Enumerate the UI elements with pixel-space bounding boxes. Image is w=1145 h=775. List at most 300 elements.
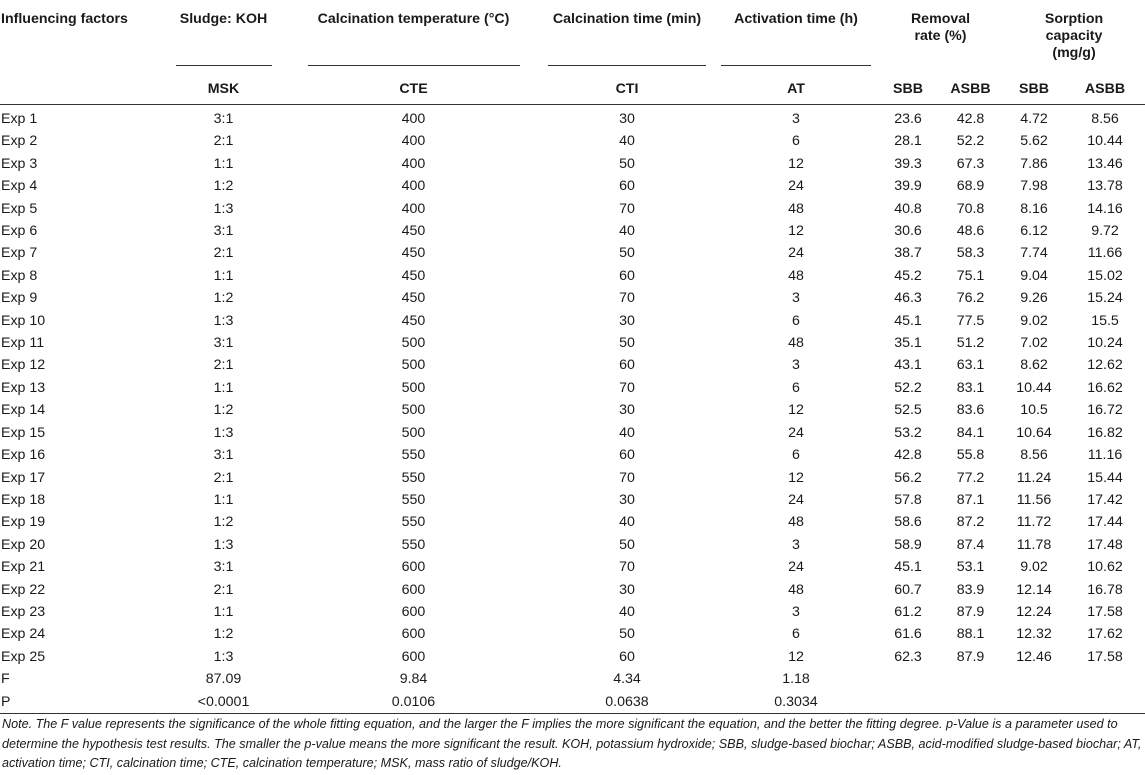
table-cell: 6	[792, 626, 800, 643]
table-row	[0, 444, 1145, 466]
table-cell: Exp 20	[1, 536, 46, 553]
table-row	[0, 601, 1145, 623]
table-cell: 88.1	[956, 626, 985, 643]
stats-cell	[938, 668, 1003, 690]
table-row	[0, 220, 1145, 242]
table-cell: 40	[619, 133, 635, 150]
table-row	[0, 556, 1145, 578]
stats-cell	[1065, 691, 1145, 714]
table-row	[0, 105, 1145, 131]
table-cell: 52.5	[894, 402, 922, 419]
table-cell: 12.24	[1016, 603, 1052, 620]
table-cell: 70	[619, 200, 635, 217]
table-cell: 77.2	[956, 469, 985, 486]
table-cell: 12	[788, 223, 804, 240]
table-cell: 550	[401, 469, 426, 486]
table-cell: 46.3	[894, 290, 922, 307]
header-activation-time	[714, 0, 878, 74]
header-sorption-capacity	[1003, 0, 1145, 74]
table-cell: 83.9	[956, 581, 985, 598]
table-row	[0, 130, 1145, 152]
table-cell: 2:1	[213, 469, 234, 486]
table-cell: Exp 12	[1, 357, 46, 374]
table-cell: 4.72	[1020, 111, 1048, 127]
table-cell: 11.66	[1087, 245, 1123, 262]
table-cell: Exp 1	[1, 111, 38, 127]
header-sorption-line3: (mg/g)	[1052, 45, 1096, 61]
table-row	[0, 242, 1145, 264]
table-cell: 2:1	[213, 581, 234, 598]
table-cell: Exp 14	[1, 402, 46, 419]
table-cell: 1:3	[213, 648, 234, 665]
table-cell: 24	[788, 424, 804, 441]
table-cell: 9.02	[1020, 312, 1048, 329]
table-cell: Exp 13	[1, 379, 46, 396]
table-cell: 600	[401, 581, 426, 598]
table-cell: Exp 2	[1, 133, 38, 150]
table-cell: 15.5	[1091, 312, 1119, 329]
header-at: AT	[714, 74, 878, 105]
table-row	[0, 623, 1145, 645]
header-cte: CTE	[287, 74, 540, 105]
table-cell: 10.24	[1087, 335, 1123, 352]
table-cell: 53.1	[956, 559, 985, 576]
stats-row	[0, 691, 1145, 714]
table-cell: 3:1	[213, 447, 234, 464]
table-cell: 48	[788, 581, 804, 598]
table-cell: 12.32	[1016, 626, 1052, 643]
table-cell: 1:3	[213, 200, 234, 217]
table-cell: 45.1	[894, 559, 922, 576]
table-row	[0, 399, 1145, 421]
header-row-1	[0, 0, 1145, 74]
table-cell: 2:1	[213, 133, 234, 150]
table-row	[0, 534, 1145, 556]
table-cell: 500	[401, 379, 426, 396]
stats-cell: 87.09	[205, 671, 242, 688]
table-cell: 61.6	[894, 626, 922, 643]
table-cell: 15.24	[1087, 290, 1123, 307]
table-cell: 60.7	[894, 581, 922, 598]
table-cell: 23.6	[894, 111, 922, 127]
table-cell: 50	[619, 155, 635, 172]
table-cell: 12.14	[1016, 581, 1052, 598]
table-cell: 12.46	[1016, 648, 1052, 665]
table-cell: 60	[619, 447, 635, 464]
table-cell: 12	[788, 155, 804, 172]
table-cell: 500	[401, 402, 426, 419]
table-cell: 7.98	[1020, 178, 1048, 195]
table-cell: 70	[619, 290, 635, 307]
table-cell: 600	[401, 626, 426, 643]
table-cell: 600	[401, 603, 426, 620]
table-row	[0, 198, 1145, 220]
table-cell: 75.1	[956, 267, 985, 284]
table-cell: 1:1	[213, 491, 234, 508]
table-cell: 40	[619, 424, 635, 441]
table-cell: 450	[401, 267, 426, 284]
table-cell: 30	[619, 402, 635, 419]
table-cell: 10.44	[1087, 133, 1123, 150]
table-cell: 70	[619, 559, 635, 576]
table-cell: 9.26	[1020, 290, 1048, 307]
header-removal-rate-line1: Removal	[910, 11, 971, 27]
header-removal-rate-line2: rate (%)	[914, 28, 967, 44]
header-divider	[308, 65, 520, 66]
header-divider	[721, 65, 871, 66]
table-cell: 10.62	[1087, 559, 1123, 576]
table-cell: 6	[792, 133, 800, 150]
table-cell: 500	[401, 335, 426, 352]
table-cell: 12.62	[1087, 357, 1123, 374]
table-row	[0, 265, 1145, 287]
table-cell: 1:3	[213, 424, 234, 441]
header-cti: CTI	[540, 74, 714, 105]
table-cell: 50	[619, 626, 635, 643]
table-cell: Exp 3	[1, 155, 38, 172]
table-cell: 52.2	[956, 133, 985, 150]
stats-cell	[938, 691, 1003, 714]
table-cell: 400	[401, 133, 426, 150]
table-cell: Exp 25	[1, 648, 46, 665]
table-cell: 13.78	[1087, 178, 1123, 195]
header-removal-asbb: ASBB	[938, 74, 1003, 105]
table-cell: 30	[619, 581, 635, 598]
table-cell: 11.24	[1016, 469, 1052, 486]
table-cell: Exp 7	[1, 245, 38, 262]
table-cell: 3:1	[213, 559, 234, 576]
table-row	[0, 579, 1145, 601]
table-row	[0, 153, 1145, 175]
header-msk: MSK	[160, 74, 287, 105]
table-cell: 48.6	[956, 223, 985, 240]
table-cell: 9.04	[1020, 267, 1048, 284]
table-cell: 6	[792, 379, 800, 396]
table-cell: 77.5	[956, 312, 985, 329]
table-cell: 3:1	[213, 335, 234, 352]
table-cell: Exp 18	[1, 491, 46, 508]
table-cell: 10.44	[1016, 379, 1052, 396]
table-cell: 40	[619, 603, 635, 620]
table-cell: 40	[619, 514, 635, 531]
table-cell: 10.64	[1016, 424, 1052, 441]
table-cell: 7.02	[1020, 335, 1048, 352]
stats-cell	[1003, 668, 1065, 690]
table-cell: 11.78	[1016, 536, 1052, 553]
table-cell: 450	[401, 245, 426, 262]
table-cell: 17.48	[1087, 536, 1123, 553]
header-sorption-line2: capacity	[1045, 28, 1103, 44]
table-cell: 500	[401, 424, 426, 441]
table-cell: 1:2	[213, 402, 234, 419]
header-sorption-asbb: ASBB	[1065, 74, 1145, 105]
stats-cell: F	[1, 671, 10, 688]
table-row	[0, 467, 1145, 489]
table-cell: 35.1	[894, 335, 922, 352]
table-cell: Exp 8	[1, 267, 38, 284]
table-cell: 30	[619, 312, 635, 329]
table-cell: 58.3	[956, 245, 985, 262]
table-cell: 9.72	[1091, 223, 1119, 240]
stats-cell	[1065, 668, 1145, 690]
table-row	[0, 377, 1145, 399]
table-cell: 3	[792, 357, 800, 374]
table-cell: Exp 16	[1, 447, 46, 464]
table-cell: 55.8	[956, 447, 985, 464]
stats-cell: 4.34	[613, 671, 641, 688]
table-cell: 45.1	[894, 312, 922, 329]
header-calcination-temperature-label: Calcination temperature (°C)	[317, 11, 510, 27]
table-cell: 58.9	[894, 536, 922, 553]
table-cell: 12	[788, 402, 804, 419]
table-cell: 3:1	[213, 111, 234, 127]
header-removal-sbb: SBB	[878, 74, 938, 105]
table-cell: 8.16	[1020, 200, 1048, 217]
table-cell: 30	[619, 491, 635, 508]
table-cell: 1:1	[213, 267, 234, 284]
table-body	[0, 105, 1145, 714]
table-cell: 8.56	[1091, 111, 1119, 127]
table-cell: 52.2	[894, 379, 922, 396]
table-cell: 11.16	[1087, 447, 1123, 464]
table-row	[0, 646, 1145, 668]
table-cell: 2:1	[213, 245, 234, 262]
header-calcination-time	[540, 0, 714, 74]
table-cell: 30.6	[894, 223, 922, 240]
table-cell: 13.46	[1087, 155, 1123, 172]
header-empty-cell	[0, 74, 160, 105]
table-cell: 15.44	[1087, 469, 1123, 486]
table-cell: 16.62	[1087, 379, 1123, 396]
table-cell: Exp 4	[1, 178, 38, 195]
table-cell: 550	[401, 536, 426, 553]
table-cell: 42.8	[956, 111, 985, 127]
table-cell: 40	[619, 223, 635, 240]
table-cell: 70.8	[956, 200, 985, 217]
table-cell: 60	[619, 267, 635, 284]
table-cell: Exp 21	[1, 559, 46, 576]
table-cell: 70	[619, 469, 635, 486]
header-removal-rate	[878, 0, 1003, 74]
stats-cell	[878, 691, 938, 714]
header-sorption-sbb: SBB	[1003, 74, 1065, 105]
table-cell: 38.7	[894, 245, 922, 262]
table-cell: 8.62	[1020, 357, 1048, 374]
table-cell: 16.78	[1087, 581, 1123, 598]
table-cell: 87.9	[956, 603, 985, 620]
table-cell: 16.72	[1087, 402, 1123, 419]
stats-row	[0, 668, 1145, 690]
table-cell: Exp 24	[1, 626, 46, 643]
table-cell: 1:2	[213, 514, 234, 531]
table-cell: 56.2	[894, 469, 922, 486]
table-cell: 17.42	[1087, 491, 1123, 508]
stats-cell: 9.84	[399, 671, 428, 688]
table-cell: 400	[401, 200, 426, 217]
table-cell: 1:2	[213, 178, 234, 195]
table-cell: 12	[788, 469, 804, 486]
table-cell: 68.9	[956, 178, 985, 195]
table-cell: 60	[619, 178, 635, 195]
table-cell: 500	[401, 357, 426, 374]
table-cell: 12	[788, 648, 804, 665]
table-cell: 63.1	[956, 357, 985, 374]
stats-cell	[1003, 691, 1065, 714]
table-cell: 83.1	[956, 379, 985, 396]
table-cell: 58.6	[894, 514, 922, 531]
table-cell: 400	[401, 111, 426, 127]
table-cell: 5.62	[1020, 133, 1048, 150]
table-cell: 60	[619, 648, 635, 665]
table-cell: 16.82	[1087, 424, 1123, 441]
table-cell: 600	[401, 648, 426, 665]
header-sludge-koh-label: Sludge: KOH	[179, 11, 268, 27]
table-row	[0, 332, 1145, 354]
header-divider	[176, 65, 272, 66]
table-cell: 17.58	[1087, 603, 1123, 620]
table-cell: Exp 11	[1, 335, 45, 352]
table-cell: 76.2	[956, 290, 985, 307]
table-cell: 40.8	[894, 200, 922, 217]
table-cell: 9.02	[1020, 559, 1048, 576]
table-cell: 83.6	[956, 402, 985, 419]
stats-cell	[878, 668, 938, 690]
table-cell: 60	[619, 357, 635, 374]
table-row	[0, 175, 1145, 197]
table-cell: 400	[401, 155, 426, 172]
table-cell: 17.62	[1087, 626, 1123, 643]
table-cell: 15.02	[1087, 267, 1123, 284]
table-cell: 51.2	[956, 335, 985, 352]
table-cell: Exp 9	[1, 290, 38, 307]
table-cell: 48	[788, 267, 804, 284]
table-cell: 62.3	[894, 648, 922, 665]
table-cell: 1:2	[213, 290, 234, 307]
table-cell: 67.3	[956, 155, 985, 172]
table-row	[0, 511, 1145, 533]
table-cell: 2:1	[213, 357, 234, 374]
table-cell: 3	[792, 603, 800, 620]
table-cell: 450	[401, 312, 426, 329]
table-cell: 48	[788, 335, 804, 352]
stats-cell: <0.0001	[160, 691, 287, 714]
table-cell: 24	[788, 178, 804, 195]
table-cell: 24	[788, 559, 804, 576]
table-cell: 3	[792, 290, 800, 307]
table-cell: 30	[619, 111, 635, 127]
table-cell: 1:3	[213, 312, 234, 329]
table-cell: 3:1	[213, 223, 234, 240]
table-cell: 57.8	[894, 491, 922, 508]
table-cell: 87.2	[956, 514, 985, 531]
table-cell: Exp 19	[1, 514, 46, 531]
table-cell: 11.72	[1016, 514, 1052, 531]
table-cell: 1:3	[213, 536, 234, 553]
header-calcination-temperature	[287, 0, 540, 74]
table-cell: 87.9	[956, 648, 985, 665]
stats-cell: 0.0638	[540, 691, 714, 714]
table-cell: 7.86	[1020, 155, 1048, 172]
table-cell: 550	[401, 447, 426, 464]
table-row	[0, 287, 1145, 309]
stats-cell: 1.18	[782, 671, 810, 688]
table-cell: 3	[792, 536, 800, 553]
stats-cell: 0.3034	[714, 691, 878, 714]
table-cell: 8.56	[1020, 447, 1048, 464]
table-cell: 84.1	[956, 424, 985, 441]
header-influencing-factors: Influencing factors	[1, 11, 128, 27]
header-sorption-line1: Sorption	[1044, 11, 1104, 27]
table-cell: 87.4	[956, 536, 985, 553]
table-cell: 11.56	[1016, 491, 1052, 508]
table-cell: Exp 6	[1, 223, 38, 240]
table-cell: 450	[401, 223, 426, 240]
table-cell: 6	[792, 312, 800, 329]
table-cell: 17.44	[1087, 514, 1123, 531]
table-cell: 14.16	[1087, 200, 1123, 217]
table-cell: 17.58	[1087, 648, 1123, 665]
table-cell: 6.12	[1020, 223, 1048, 240]
table-cell: 1:2	[213, 626, 234, 643]
table-cell: Exp 5	[1, 200, 38, 217]
table-cell: 61.2	[894, 603, 922, 620]
header-activation-time-label: Activation time (h)	[734, 11, 858, 27]
table-cell: 550	[401, 514, 426, 531]
header-row-2	[0, 74, 1145, 105]
table-cell: Exp 22	[1, 581, 46, 598]
header-calcination-time-label: Calcination time (min)	[552, 11, 702, 27]
table-cell: 45.2	[894, 267, 922, 284]
table-cell: 50	[619, 536, 635, 553]
table-cell: 1:1	[213, 379, 234, 396]
table-cell: Exp 17	[1, 469, 46, 486]
table-cell: 42.8	[894, 447, 922, 464]
table-cell: 10.5	[1020, 402, 1048, 419]
table-cell: 24	[788, 245, 804, 262]
stats-cell: P	[0, 691, 160, 714]
table-cell: Exp 23	[1, 603, 46, 620]
table-cell: 50	[619, 245, 635, 262]
table-cell: 1:1	[213, 603, 234, 620]
table-cell: 50	[619, 335, 635, 352]
table-cell: 3	[792, 111, 800, 127]
table-cell: 24	[788, 491, 804, 508]
header-divider	[548, 65, 706, 66]
table-cell: 550	[401, 491, 426, 508]
table-cell: 87.1	[956, 491, 985, 508]
table-cell: 7.74	[1020, 245, 1048, 262]
table-cell: 1:1	[213, 155, 234, 172]
table-cell: 48	[788, 514, 804, 531]
table-row	[0, 489, 1145, 511]
table-cell: 43.1	[894, 357, 922, 374]
table-row	[0, 422, 1145, 444]
header-sludge-koh	[160, 0, 287, 74]
table-cell: 6	[792, 447, 800, 464]
table-cell: 39.9	[894, 178, 922, 195]
table-cell: 48	[788, 200, 804, 217]
table-cell: 39.3	[894, 155, 922, 172]
table-cell: 400	[401, 178, 426, 195]
table-cell: 450	[401, 290, 426, 307]
table-cell: 70	[619, 379, 635, 396]
stats-cell: 0.0106	[287, 691, 540, 714]
table-cell: 53.2	[894, 424, 922, 441]
table-cell: 600	[401, 559, 426, 576]
table-note: Note. The F value represents the significance of the whole fitting equation, and the larger the F implies the more significant the equation, and the better the fitting degree. p-Value is a parameter used to determine the hypothesis test results. The smaller the p-value means the more significant the result. KOH, potassium hydroxide; SBB, sludge-based biochar; ASBB, acid-modified sludge-based biochar; AT, activation time; CTI, calcination time; CTE, calcination temperature; MSK, mass ratio of sludge/KOH.	[2, 717, 1142, 770]
table-cell: Exp 15	[1, 424, 46, 441]
table-row	[0, 310, 1145, 332]
